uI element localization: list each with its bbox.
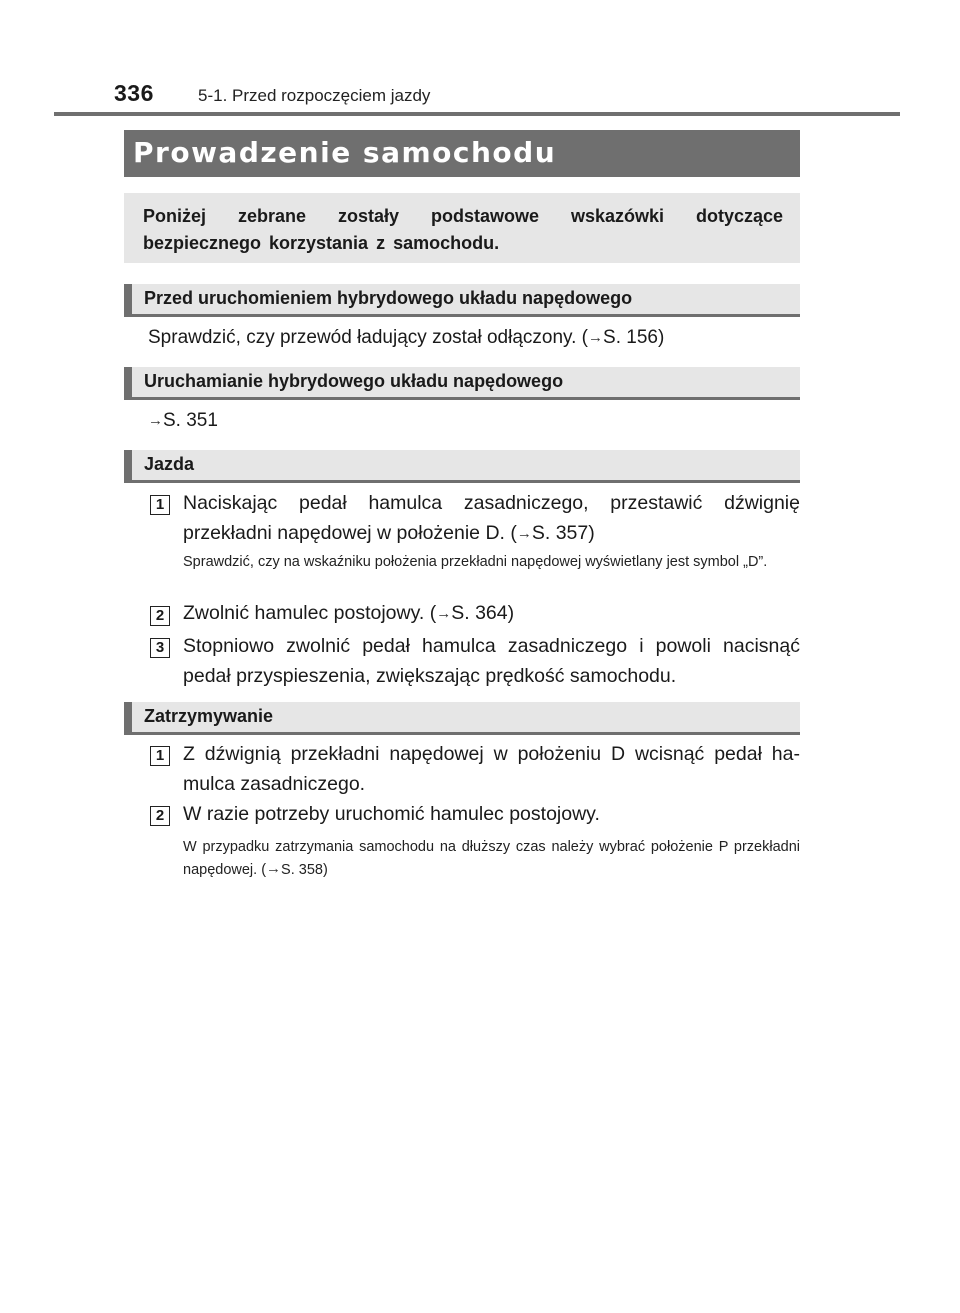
stopping-step-2-note: W przypadku zatrzymania samochodu na dłuższy czas należy wybrać położenie P przekładni napędowej. (→S. 358) — [183, 839, 800, 878]
arrow-icon: → — [148, 412, 163, 429]
step-number-badge: 1 — [150, 746, 170, 766]
driving-step-1-text: Naciskając pedał hamulca zasadniczego, przestawić dźwignię przekładni napędowej w położenie D. (→S. 357) — [183, 492, 800, 544]
before-start-text: Sprawdzić, czy przewód ładujący został odłączony. (→S. 156) — [148, 327, 665, 348]
arrow-icon: → — [436, 605, 452, 622]
page-title-bar — [124, 130, 800, 177]
heading-stopping-label: Zatrzymywanie — [144, 706, 274, 726]
driving-step-2-text: Zwolnić hamulec postojowy. (→S. 364) — [183, 602, 515, 624]
section-label: 5-1. Przed rozpoczęciem jazdy — [198, 86, 431, 105]
page-title: Prowadzenie samochodu — [133, 136, 557, 169]
arrow-icon: → — [516, 525, 532, 542]
page-reference-link[interactable]: S. 351 — [163, 410, 218, 431]
step-number-badge: 1 — [150, 495, 170, 515]
page-number: 336 — [114, 80, 154, 106]
step-number-badge: 2 — [150, 806, 170, 826]
arrow-icon: → — [266, 860, 282, 877]
driving-step-3-text: Stopniowo zwolnić pedał hamulca zasadniczego i powoli nacisnąć pedał przyspieszenia, zwiększając prędkość samochodu. — [183, 635, 800, 687]
heading-before-start — [124, 284, 800, 317]
heading-starting — [124, 367, 800, 400]
page-reference-link[interactable]: S. 358 — [281, 862, 323, 878]
header-rule — [54, 112, 900, 116]
page-reference-link[interactable]: S. 364 — [451, 602, 508, 624]
stopping-step-1-text: Z dźwignią przekładni napędowej w położeniu D wcisnąć pedał ha-mulca zasadniczego. — [183, 743, 800, 795]
intro-text: Poniżej zebrane zostały podstawowe wskazówki dotyczące bezpiecznego korzystania z samochodu. — [143, 206, 783, 253]
heading-starting-label: Uruchamianie hybrydowego układu napędowego — [144, 371, 564, 391]
heading-stopping — [124, 702, 800, 735]
intro-box — [124, 193, 800, 263]
step-number-badge: 2 — [150, 606, 170, 626]
page-reference-link[interactable]: S. 357 — [531, 522, 589, 544]
step-number-badge: 3 — [150, 638, 170, 658]
starting-reference — [148, 406, 218, 436]
heading-driving — [124, 450, 800, 483]
arrow-icon: → — [588, 329, 604, 346]
heading-before-start-label: Przed uruchomieniem hybrydowego układu napędowego — [144, 288, 633, 308]
driving-step-1-note: Sprawdzić, czy na wskaźniku położenia przekładni napędowej wyświetlany jest symbol „D”. — [183, 554, 768, 570]
page-reference-link[interactable]: S. 156 — [603, 327, 658, 348]
stopping-step-2-text: W razie potrzeby uruchomić hamulec postojowy. — [183, 803, 600, 825]
heading-driving-label: Jazda — [144, 454, 195, 474]
